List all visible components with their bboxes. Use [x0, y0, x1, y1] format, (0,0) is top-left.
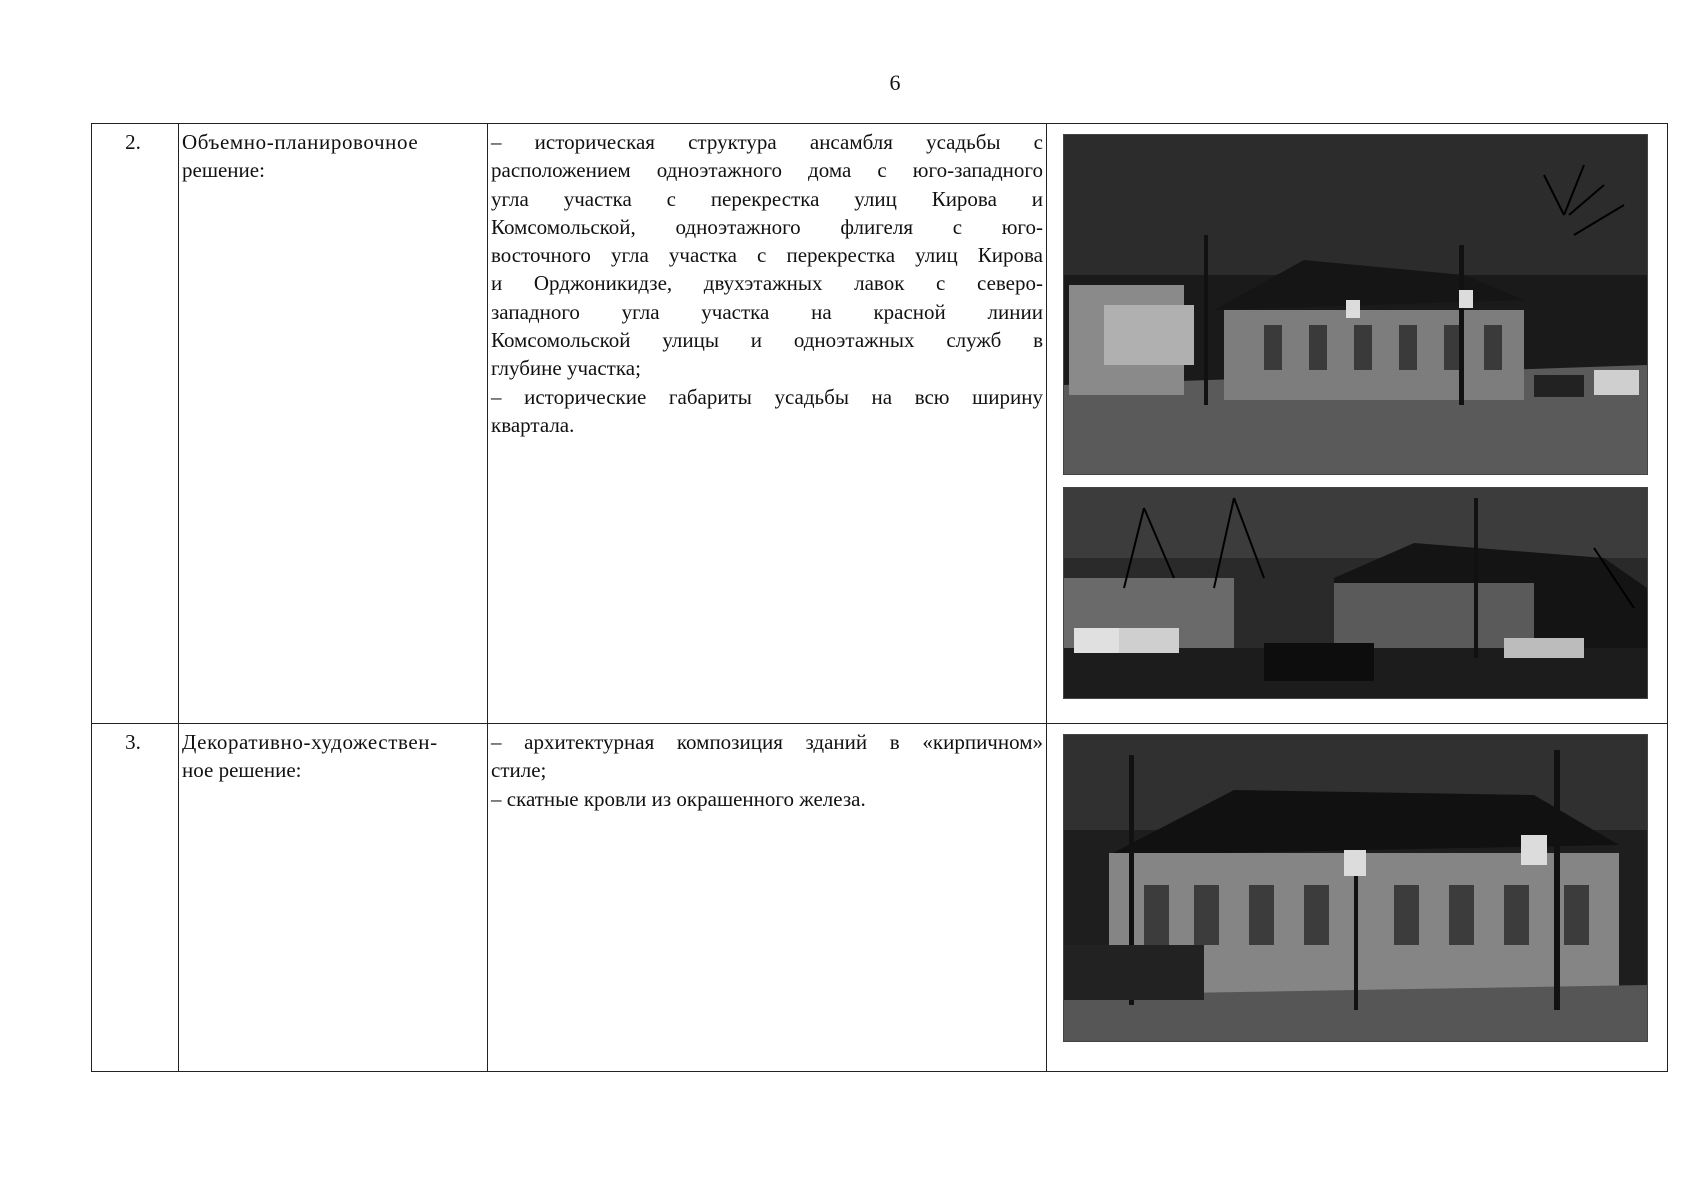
description-line: восточного угла участка с перекрестка улиц Кирова — [491, 243, 1043, 268]
row-title-line: ное решение: — [182, 758, 302, 783]
building-photo-corner-street — [1063, 134, 1648, 475]
row-title-line: решение: — [182, 158, 265, 183]
row-title — [179, 724, 488, 1072]
page-number: 6 — [889, 70, 901, 95]
description-line: и Орджоникидзе, двухэтажных лавок с северо- — [491, 271, 1043, 296]
row-title-line: Декоративно-художествен- — [182, 730, 438, 754]
row-photos — [1047, 124, 1668, 724]
table-row — [92, 724, 1668, 1072]
description-line: стиле; — [491, 758, 547, 783]
monument-description-table — [91, 123, 1668, 1072]
row-description — [488, 124, 1047, 724]
description-line: – исторические габариты усадьбы на всю ширину — [491, 384, 1043, 409]
table-row — [92, 124, 1668, 724]
row-title — [179, 124, 488, 724]
building-photo-facade — [1063, 734, 1648, 1042]
description-line: Комсомольской улицы и одноэтажных служб в — [491, 328, 1043, 353]
description-line: расположением одноэтажного дома с юго-западного — [491, 158, 1043, 183]
description-line: квартала. — [491, 412, 575, 437]
building-photo-street-view — [1063, 487, 1648, 699]
row-number: 2. — [92, 124, 179, 724]
row-number: 3. — [92, 724, 179, 1072]
description-line: – архитектурная композиция зданий в «кирпичном» — [491, 730, 1043, 754]
row-description — [488, 724, 1047, 1072]
description-line: угла участка с перекрестка улиц Кирова и — [491, 186, 1043, 211]
description-line: – историческая структура ансамбля усадьбы с — [491, 130, 1043, 154]
description-line: западного угла участка на красной линии — [491, 299, 1043, 324]
description-line: глубине участка; — [491, 356, 641, 381]
description-line: Комсомольской, одноэтажного флигеля с юго- — [491, 214, 1043, 239]
row-title-line: Объемно-планировочное — [182, 130, 419, 154]
description-line: – скатные кровли из окрашенного железа. — [491, 786, 866, 811]
row-photos — [1047, 724, 1668, 1072]
